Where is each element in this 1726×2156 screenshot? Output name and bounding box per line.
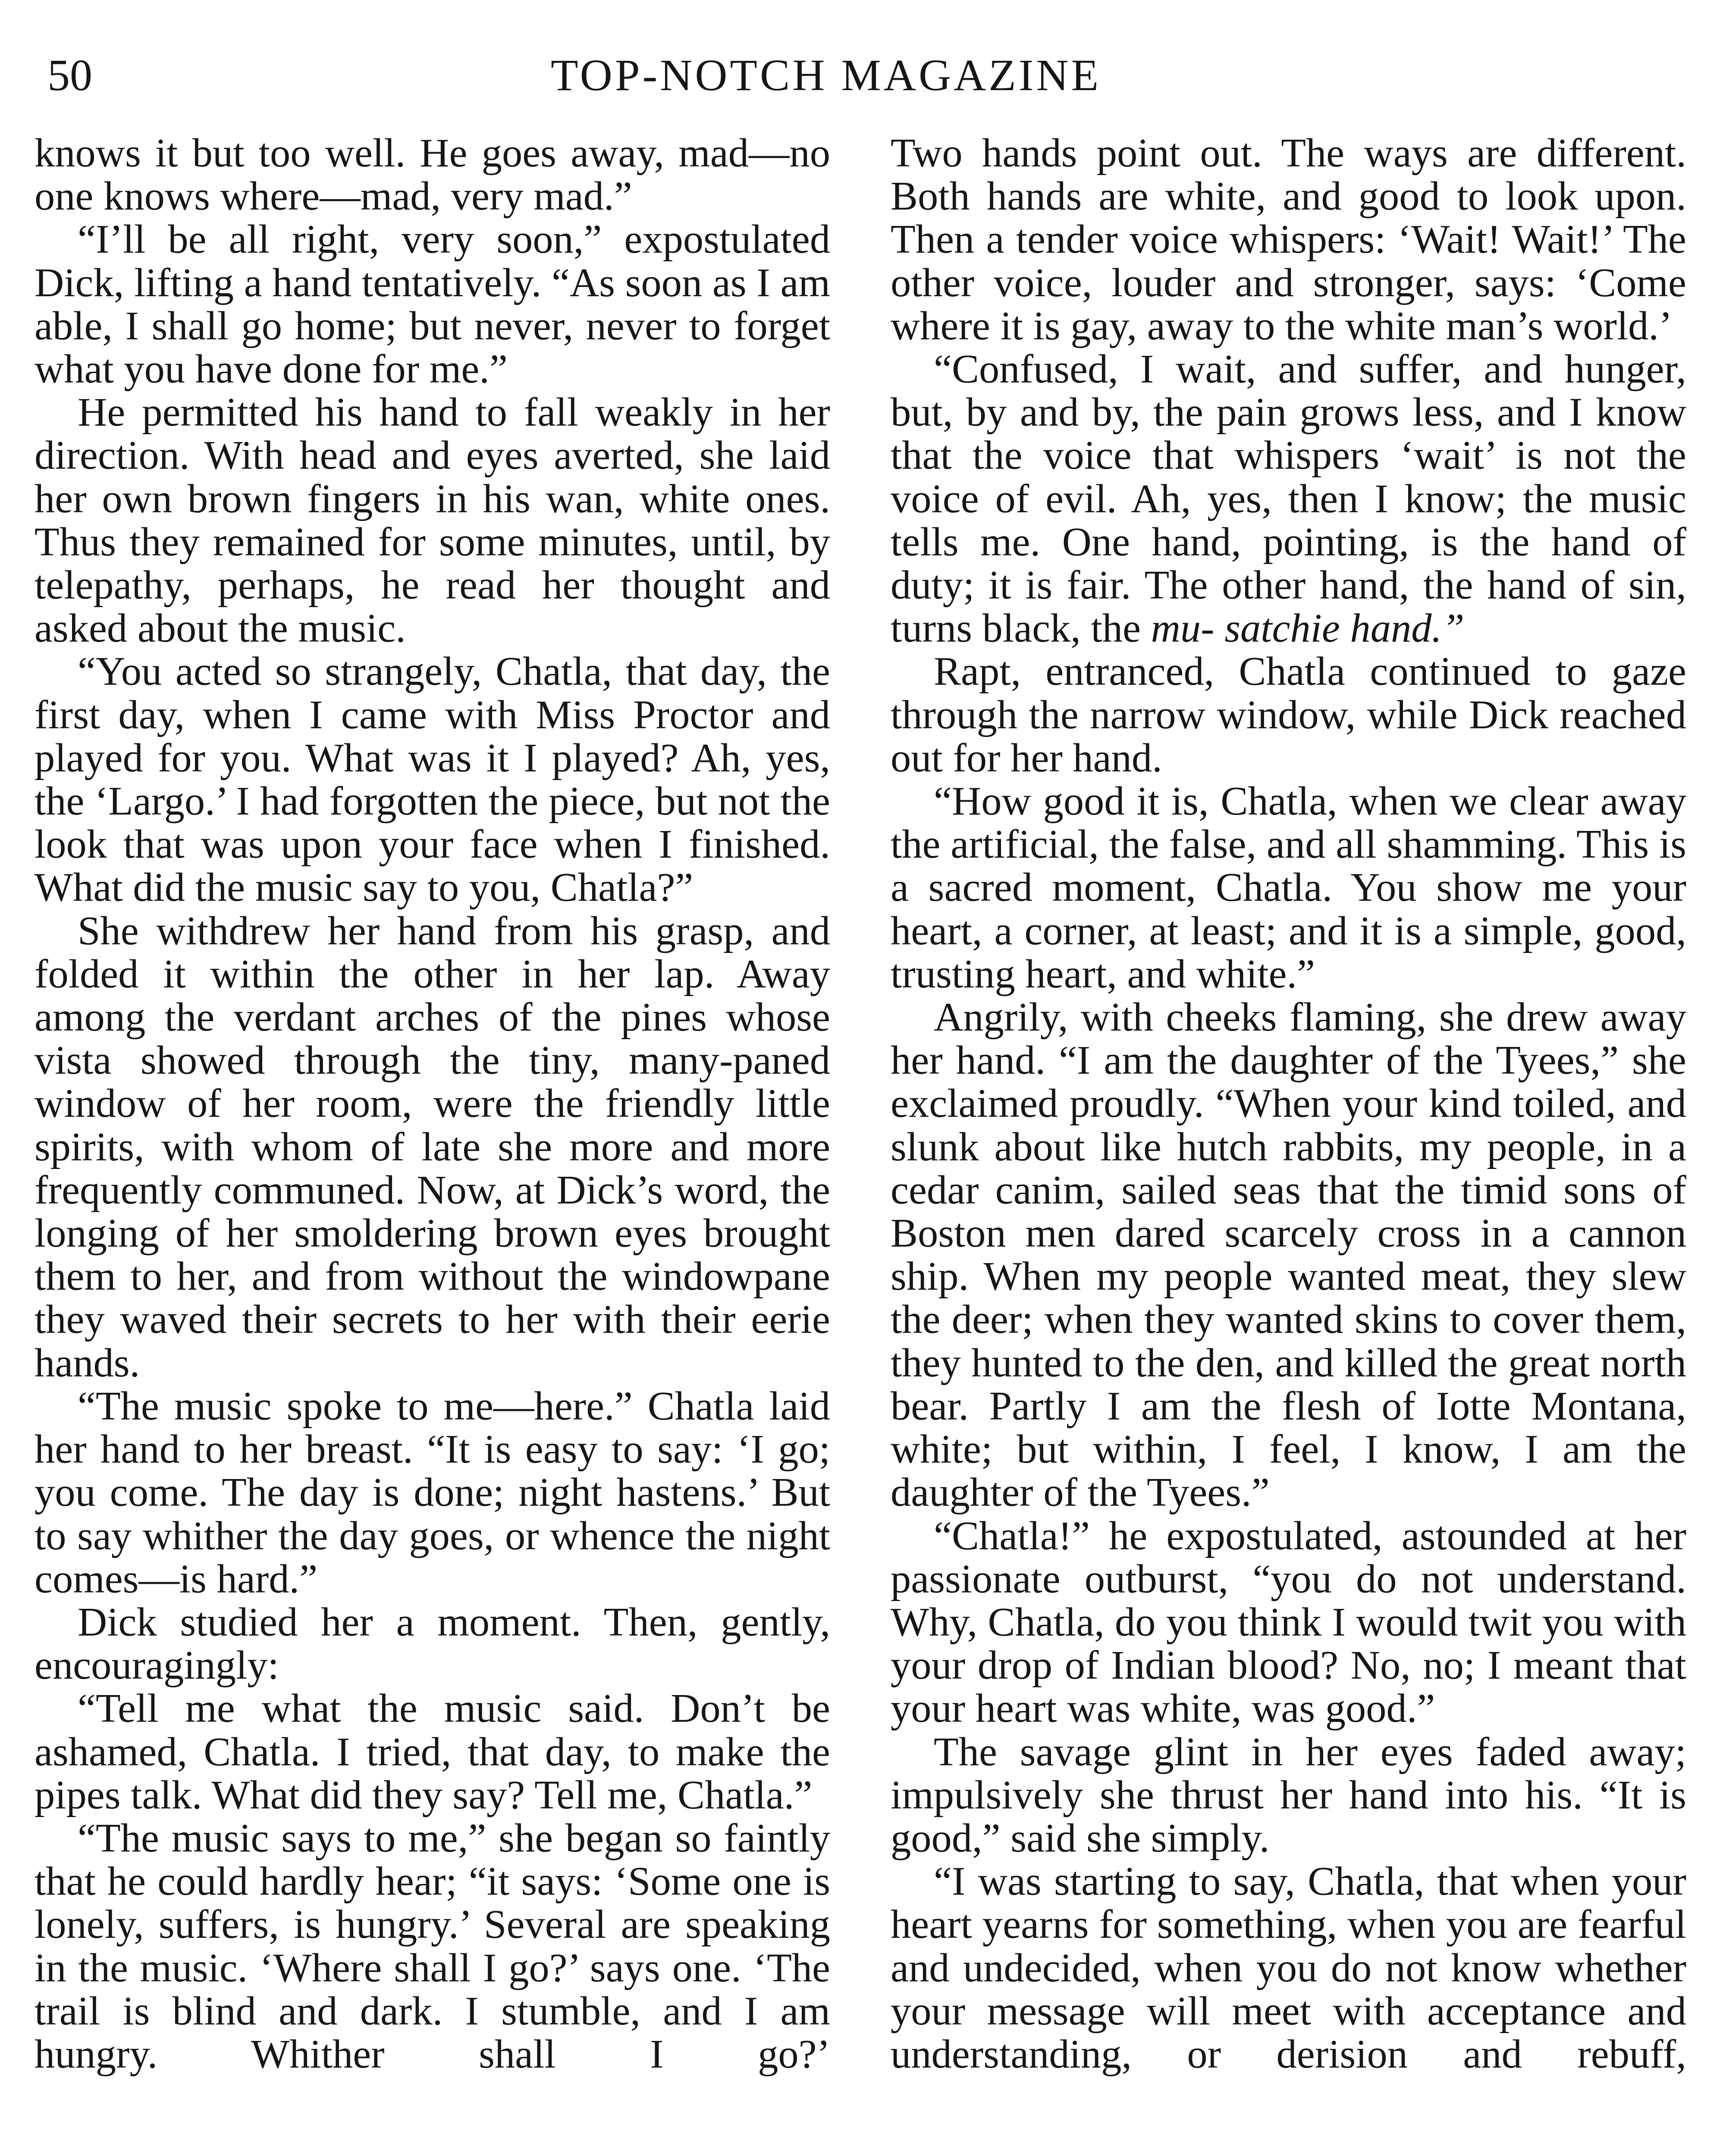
paragraph: Dick studied her a moment. Then, gently, encouragingly: [35, 1599, 830, 1688]
paragraph: “You acted so strangely, Chatla, that day, the first day, when I came with Miss Proctor and played for you. What was it I played? Ah, yes, the ‘Largo.’ I had forgotten the piece, but not the look that was upon your face when I finished. What did the music say to you, Chatla?” [35, 649, 830, 910]
paragraph: “Chatla!” he expostulated, astounded at her passionate outburst, “you do not understand. Why, Chatla, do you think I would twit you with your drop of Indian blood? No, no; I meant that your heart was white, was good.” [891, 1513, 1686, 1731]
italic-word: mu- [1151, 606, 1214, 651]
paragraph: Two hands point out. The ways are different. Both hands are white, and good to look upon. Then a tender voice whispers: ‘Wait! Wait!’ The other voice, louder and stronger, says: ‘Come where it is gay, away to the white man’s world.’ [891, 132, 1686, 348]
paragraph: Rapt, entranced, Chatla continued to gaze through the narrow window, while Dick reached out for her hand. [891, 649, 1686, 780]
paragraph [891, 348, 1686, 650]
paragraph: “The music says to me,” she began so faintly that he could hardly hear; “it says: ‘Some one is lonely, suffers, is hungry.’ Several are speaking in the music. ‘Where shall I go?’ says one. ‘The trail is blind and dark. I stumble, and I am hungry. Whither shall I go?’ [35, 1815, 830, 2077]
paragraph: “Tell me what the music said. Don’t be ashamed, Chatla. I tried, that day, to make the pipes talk. What did they say? Tell me, Chatla.” [35, 1686, 830, 1818]
paragraph: “I’ll be all right, very soon,” expostulated Dick, lifting a hand tentatively. “As soon as I am able, I shall go home; but never, never to forget what you have done for me.” [35, 217, 830, 392]
italic-word: satchie hand.” [1224, 606, 1465, 651]
page-number: 50 [47, 50, 92, 100]
paragraph: knows it but too well. He goes away, mad—no one knows where—mad, very mad.” [35, 132, 830, 219]
paragraph: “The music spoke to me—here.” Chatla laid her hand to her breast. “It is easy to say: ‘I go; you come. The day is done; night hastens.’ But to say whither the day goes, or whence the night comes—is hard.” [35, 1383, 830, 1601]
page-header [47, 47, 1604, 103]
running-head: TOP-NOTCH MAGAZINE [550, 50, 1102, 100]
paragraph: He permitted his hand to fall weakly in her direction. With head and eyes averted, she laid her own brown fingers in his wan, white ones. Thus they remained for some minutes, until, by telepathy, perhaps, he read her thought and asked about the music. [35, 390, 830, 651]
paragraph: She withdrew her hand from his grasp, and folded it within the other in her lap. Away among the verdant arches of the pines whose vista showed through the tiny, many-paned window of her room, were the friendly little spirits, with whom of late she more and more frequently communed. Now, at Dick’s word, the longing of her smoldering brown eyes brought them to her, and from without the windowpane they waved their secrets to her with their eerie hands. [35, 908, 830, 1385]
left-column [35, 132, 830, 2156]
paragraph: Angrily, with cheeks flaming, she drew away her hand. “I am the daughter of the Tyees,” she exclaimed proudly. “When your kind toiled, and slunk about like hutch rabbits, my people, in a cedar canim, sailed seas that the timid sons of Boston men dared scarcely cross in a cannon ship. When my people wanted meat, they slew the deer; when they wanted skins to cover them, they hunted to the den, and killed the great north bear. Partly I am the flesh of Iotte Montana, white; but within, I feel, I know, I am the daughter of the Tyees.” [891, 995, 1686, 1515]
paragraph: “I was starting to say, Chatla, that when your heart yearns for something, when you are fearful and undecided, when you do not know whether your message will meet with acceptance and understanding, or derision and rebuff, [891, 1859, 1686, 2077]
paragraph-text: “Confused, I wait, and suffer, and hunger, but, by and by, the pain grows less, and I know that the voice that whispers ‘wait’ is not the voice of evil. Ah, yes, then I know; the music tells me. One hand, pointing, is the hand of duty; it is fair. The other hand, the hand of sin, turns black, the [891, 347, 1686, 651]
right-column [891, 132, 1686, 2156]
paragraph: “How good it is, Chatla, when we clear away the artificial, the false, and all shamming. This is a sacred moment, Chatla. You show me your heart, a corner, at least; and it is a simple, good, trusting heart, and white.” [891, 779, 1686, 997]
paragraph: The savage glint in her eyes faded away; impulsively she thrust her hand into his. “It is good,” said she simply. [891, 1729, 1686, 1861]
